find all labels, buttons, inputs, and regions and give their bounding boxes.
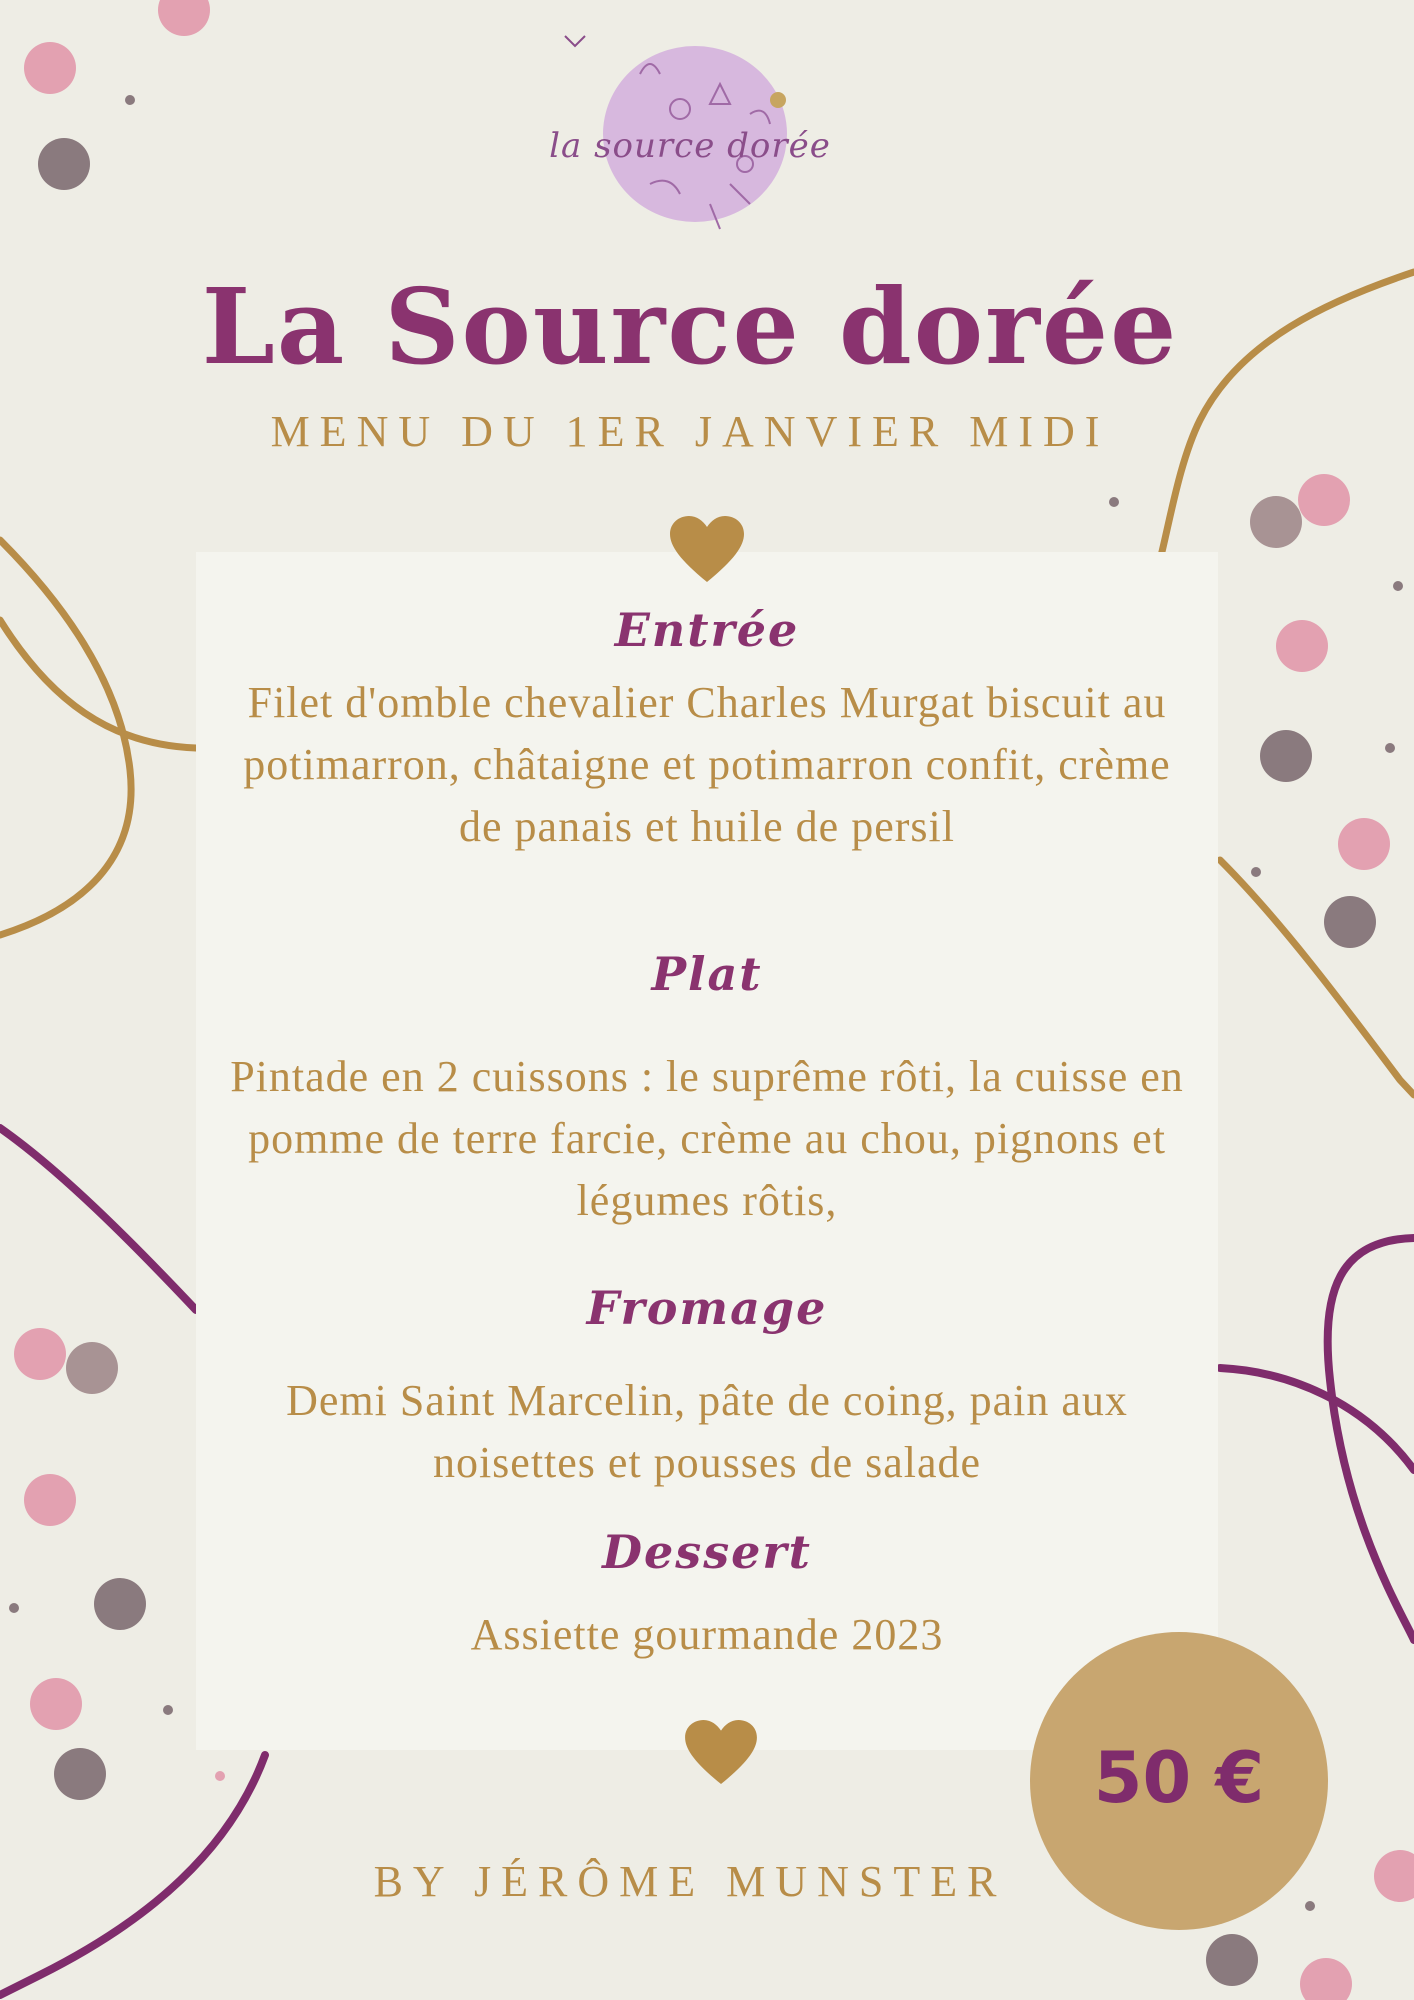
- logo-text: la source dorée: [549, 126, 831, 166]
- section-heading-dessert: Dessert: [602, 1525, 812, 1579]
- gold-curve-left: [0, 540, 131, 935]
- page-title: La Source dorée: [201, 265, 1179, 388]
- dish-plat: Pintade en 2 cuissons : le suprême rôti, la cuisse en pomme de terre farcie, crème au chou, pignons et légumes rôtis,: [230, 1052, 1184, 1225]
- dish-dessert: Assiette gourmande 2023: [470, 1610, 944, 1659]
- chef-byline: BY JÉRÔME MUNSTER: [373, 1857, 1007, 1906]
- heart-icon: [684, 1720, 758, 1786]
- section-heading-fromage: Fromage: [586, 1281, 828, 1335]
- section-heading-entree: Entrée: [614, 603, 800, 657]
- brand-logo: [520, 14, 860, 254]
- menu-subtitle: MENU DU 1ER JANVIER MIDI: [270, 407, 1110, 456]
- dish-fromage: Demi Saint Marcelin, pâte de coing, pain aux noisettes et pousses de salade: [286, 1376, 1128, 1487]
- gold-curve-left-loop: [0, 620, 196, 748]
- heart-icon: [670, 516, 744, 584]
- plum-curve-right-low: [1220, 1368, 1414, 1470]
- dish-entree: Filet d'omble chevalier Charles Murgat biscuit au potimarron, châtaigne et potimarron confit, crème de panais et huile de persil: [243, 678, 1171, 851]
- price-value: 50 €: [1093, 1737, 1265, 1819]
- section-heading-plat: Plat: [651, 947, 763, 1001]
- plum-curve-left: [0, 1128, 196, 1310]
- gold-curve-right: [1220, 860, 1414, 1095]
- plum-curve-right-loop: [1328, 1238, 1414, 1640]
